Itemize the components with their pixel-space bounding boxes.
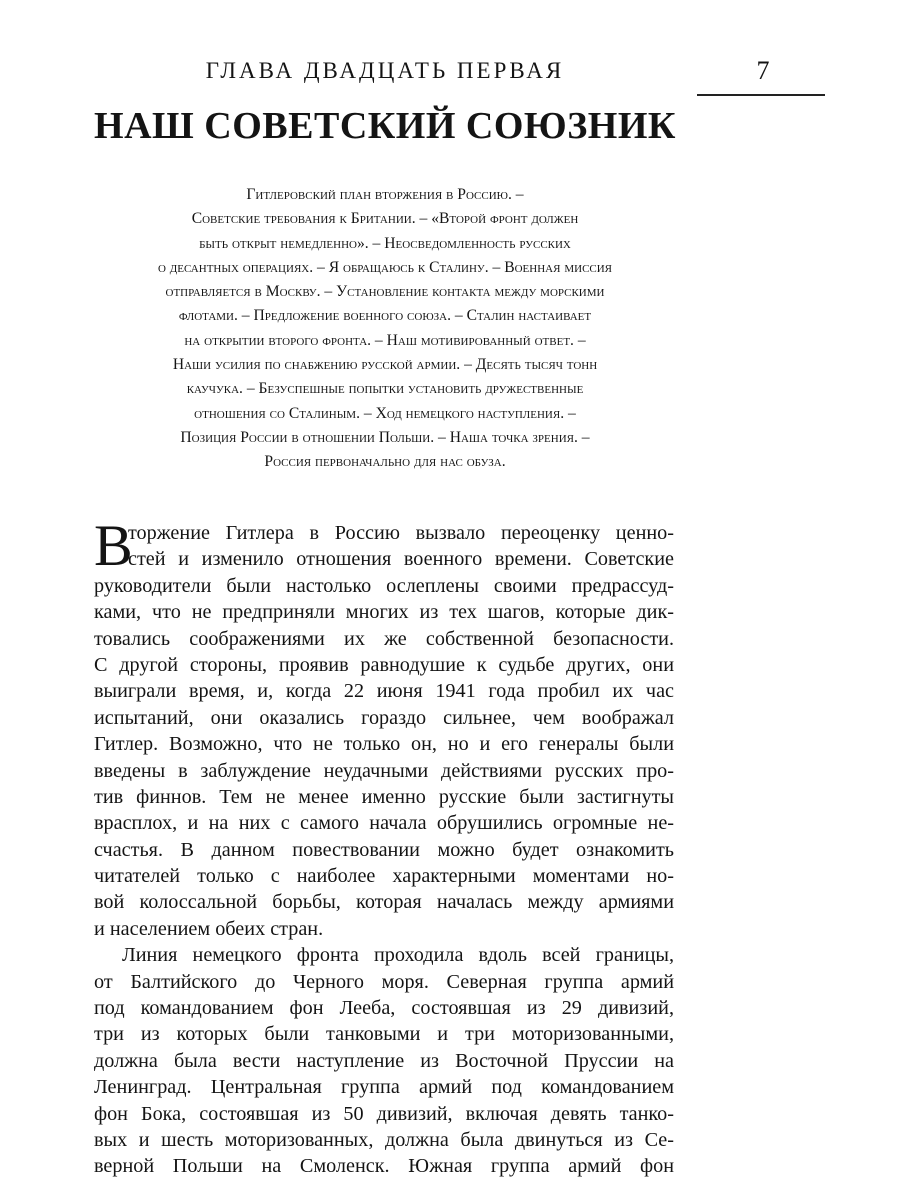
summary-line: отправляется в Москву. – Установление контакта между морскими [165,283,605,301]
body-text [94,513,674,1180]
summary-line: Наши усилия по снабжению русской армии. – Десять тысяч тонн [172,356,598,374]
paragraph-line: вой колоссальной борьбы, которая началась между армиями [94,891,674,914]
paragraph-line: Ленинград. Центральная группа армий под командованием [94,1076,674,1099]
paragraph-line: счастья. В данном повествовании можно будет ознакомить [94,838,674,861]
summary-line: флотами. – Предложение военного союза. – Сталин настаивает [178,307,592,325]
paragraph-line: товались соображениями их же собственной безопасности. [94,627,674,650]
chapter-summary [100,183,670,475]
paragraph-line: вых и шесть моторизованных, должна была двинуться из Се- [94,1128,674,1151]
header-rule [697,94,825,96]
paragraph-line: руководители были настолько ослеплены своими предрассуд- [94,574,674,597]
chapter-label: ГЛАВА ДВАДЦАТЬ ПЕРВАЯ [205,58,565,83]
summary-line: на открытии второго фронта. – Наш мотивированный ответ. – [184,331,586,349]
paragraph-line: от Балтийского до Черного моря. Северная группа армий [94,970,674,993]
paragraph-line: верной Польши на Смоленск. Южная группа армий фон [94,1155,674,1178]
paragraph-line: торжение Гитлера в Россию вызвало переоценку ценно- [128,522,674,544]
summary-line: Советские требования к Британии. – «Второй фронт должен [191,210,579,228]
summary-line: Гитлеровский план вторжения в Россию. – [246,186,524,203]
paragraph-line: три из которых были танковыми и три моторизованными, [94,1023,674,1046]
summary-line: о десантных операциях. – Я обращаюсь к Сталину. – Военная миссия [157,258,613,276]
paragraph-line: введены в заблуждение неудачными действиями русских про- [94,759,674,782]
paragraph-line: стей и изменило отношения военного времени. Советские [128,548,674,571]
drop-cap: В [94,513,133,578]
summary-line: Позиция России в отношении Польши. – Наша точка зрения. – [180,428,590,446]
summary-line: Россия первоначально для нас обуза. [264,453,506,471]
paragraph-line: Гитлер. Возможно, что не только он, но и его генералы были [94,733,674,756]
page-number: 7 [756,56,770,85]
paragraph-line: и населением обеих стран. [94,917,324,940]
paragraph-line: под командованием фон Лееба, состоявшая из 29 дивизий, [94,997,674,1020]
paragraph-line: врасплох, и на них с самого начала обрушились огромные не- [94,812,674,835]
paragraph-line: С другой стороны, проявив равнодушие к судьбе других, они [94,653,674,676]
paragraph-line: тив финнов. Тем не менее именно русские были застигнуты [94,785,674,808]
paragraph-line: должна была вести наступление из Восточной Пруссии на [94,1049,674,1072]
paragraph-1 [94,513,674,942]
paragraph-line: испытаний, они оказались гораздо сильнее, чем воображал [94,706,674,729]
summary-line: быть открыт немедленно». – Неосведомленность русских [199,234,571,252]
paragraph-line: читателей только с наиболее характерными моментами но- [94,865,674,888]
paragraph-line: Линия немецкого фронта проходила вдоль всей границы, [122,944,674,967]
paragraph-line: ками, что не предприняли многих из тех шагов, которые дик- [94,601,674,624]
paragraph-2 [94,942,674,1180]
paragraph-line: выиграли время, и, когда 22 июня 1941 года пробил их час [94,680,674,703]
paragraph-line: фон Бока, состоявшая из 50 дивизий, включая девять танко- [94,1102,674,1125]
chapter-title: НАШ СОВЕТСКИЙ СОЮЗНИК [94,105,676,147]
summary-line: каучука. – Безуспешные попытки установить дружественные [186,380,584,398]
summary-line: отношения со Сталиным. – Ход немецкого наступления. – [194,404,576,422]
